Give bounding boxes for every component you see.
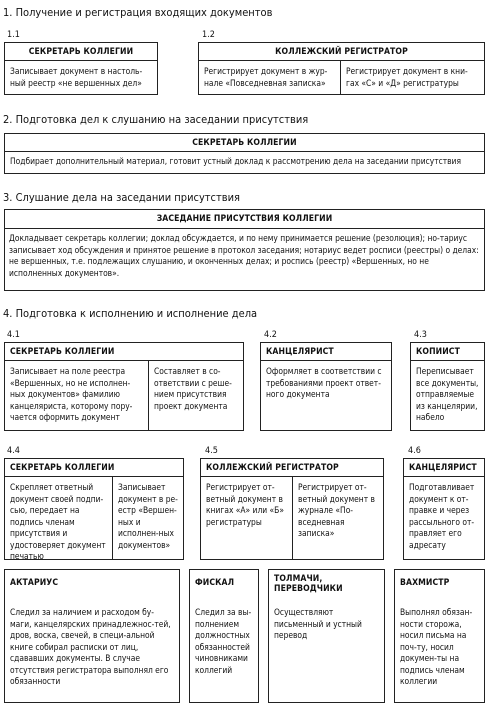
block-4-4 bbox=[4, 458, 184, 560]
block-2 bbox=[4, 133, 485, 174]
block-1-1-number: 1.1 bbox=[7, 30, 20, 40]
block-4-1 bbox=[4, 342, 244, 431]
block-1-2-text-left: Регистрирует документ в жур-нале «Повседневная записка» bbox=[204, 66, 328, 88]
block-4-1-text-right: Составляет в со-ответствии с реше-нием присутствия проект документа bbox=[154, 366, 232, 411]
block-4-1-title: СЕКРЕТАРЬ КОЛЛЕГИИ bbox=[5, 343, 243, 361]
block-aktarius bbox=[4, 569, 180, 703]
block-4-6-title: КАНЦЕЛЯРИСТ bbox=[404, 459, 484, 477]
block-aktarius-text: Следил за наличием и расходом бу-маги, канцелярских принадлежнос-тей, дров, воска, свечей, в специ-альной книге собирал расписки от лиц, сдававших документы. В случае отсутствия регистратора выполнял его обязанности bbox=[10, 607, 171, 686]
block-4-2-text: Оформляет в соответствии с требованиями проект ответ-ного документа bbox=[266, 366, 382, 399]
block-tolmachi-title: ТОЛМАЧИ, ПЕРЕВОДЧИКИ bbox=[274, 574, 343, 594]
block-tolmachi bbox=[268, 569, 385, 703]
block-4-5-title: КОЛЛЕЖСКИЙ РЕГИСТРАТОР bbox=[201, 459, 383, 477]
block-3 bbox=[4, 209, 485, 291]
block-vakhmistr bbox=[394, 569, 485, 703]
block-4-6-number: 4.6 bbox=[408, 446, 421, 456]
block-vakhmistr-text: Выполнял обязан-ности сторожа, носил письма на поч-ту, носил докумен-ты на подпись членам коллегии bbox=[400, 607, 473, 686]
block-2-text: Подбирает дополнительный материал, готовит устный доклад к рассмотрению дела на заседании присутствия bbox=[10, 156, 461, 166]
block-1-2-text-right: Регистрирует документ в кни-гах «С» и «Д» регистратуры bbox=[346, 66, 468, 88]
block-4-5-text-left: Регистрирует от-ветный документ в книгах «А» или «Б» регистратуры bbox=[206, 482, 284, 527]
block-4-1-text-left: Записывает на поле реестра «Вершенных, но не исполнен-ных документов» фамилию канцеляриста, которому пору-чается оформить документ bbox=[10, 366, 133, 422]
block-aktarius-title: АКТАРИУС bbox=[10, 578, 59, 588]
block-4-5-number: 4.5 bbox=[205, 446, 218, 456]
block-4-3-text: Переписывает все документы, отправляемые из канцелярии, набело bbox=[416, 366, 479, 422]
block-3-text: Докладывает секретарь коллегии; доклад обсуждается, и по нему принимается решение (резолюция); но-тариус записывает ход обсуждения и принятое решение в протокол заседания; нотариус ведет росписи (реестры) о делах: не вершенных, т.е. подлежащих слушанию, и оконченных делах; и роспись (реестр) «Вершенных, но не исполненных документов». bbox=[9, 233, 479, 278]
section-3-title: 3. Слушание дела на заседании присутствия bbox=[3, 191, 240, 204]
block-4-3-number: 4.3 bbox=[414, 330, 427, 340]
block-fiskal bbox=[189, 569, 259, 703]
block-4-5-text-right: Регистрирует от-ветный документ в журнале «По-вседневная записка» bbox=[298, 482, 375, 538]
block-vakhmistr-title: ВАХМИСТР bbox=[400, 578, 450, 588]
block-4-3 bbox=[410, 342, 485, 431]
block-1-1-text: Записывает документ в настоль-ный реестр «не вершенных дел» bbox=[10, 66, 143, 88]
block-4-3-title: КОПИИСТ bbox=[411, 343, 484, 361]
block-4-4-text-right: Записывает документ в ре-естр «Вершен-ных и исполнен-ных документов» bbox=[118, 482, 178, 550]
block-1-2 bbox=[198, 42, 485, 95]
block-4-2-number: 4.2 bbox=[264, 330, 277, 340]
block-tolmachi-text: Осуществляют письменный и устный перевод bbox=[274, 607, 362, 640]
block-4-6 bbox=[403, 458, 485, 560]
block-4-4-number: 4.4 bbox=[7, 446, 20, 456]
block-1-2-number: 1.2 bbox=[202, 30, 215, 40]
block-3-title: ЗАСЕДАНИЕ ПРИСУТСТВИЯ КОЛЛЕГИИ bbox=[5, 210, 484, 229]
block-1-1-title: СЕКРЕТАРЬ КОЛЛЕГИИ bbox=[5, 43, 157, 61]
block-1-1 bbox=[4, 42, 158, 95]
block-4-6-text: Подготавливает документ к от-правке и через рассыльного от-правляет его адресату bbox=[409, 482, 475, 550]
block-4-5 bbox=[200, 458, 384, 560]
block-4-4-title: СЕКРЕТАРЬ КОЛЛЕГИИ bbox=[5, 459, 183, 477]
block-4-2-title: КАНЦЕЛЯРИСТ bbox=[261, 343, 391, 361]
section-2-title: 2. Подготовка дел к слушанию на заседании присутствия bbox=[3, 113, 309, 126]
section-1-title: 1. Получение и регистрация входящих документов bbox=[3, 6, 273, 19]
section-4-title: 4. Подготовка к исполнению и исполнение дела bbox=[3, 307, 258, 320]
block-fiskal-title: ФИСКАЛ bbox=[195, 578, 235, 588]
block-1-2-title: КОЛЛЕЖСКИЙ РЕГИСТРАТОР bbox=[199, 43, 484, 61]
block-4-4-text-left: Скрепляет ответный документ своей подпи-сью, передает на подпись членам присутствия и удостоверяет документ печатью bbox=[10, 482, 106, 561]
block-4-1-number: 4.1 bbox=[7, 330, 20, 340]
block-4-2 bbox=[260, 342, 392, 431]
block-fiskal-text: Следил за вы-полнением должностных обязанностей чиновниками коллегий bbox=[195, 607, 252, 675]
block-2-title: СЕКРЕТАРЬ КОЛЛЕГИИ bbox=[5, 134, 484, 152]
